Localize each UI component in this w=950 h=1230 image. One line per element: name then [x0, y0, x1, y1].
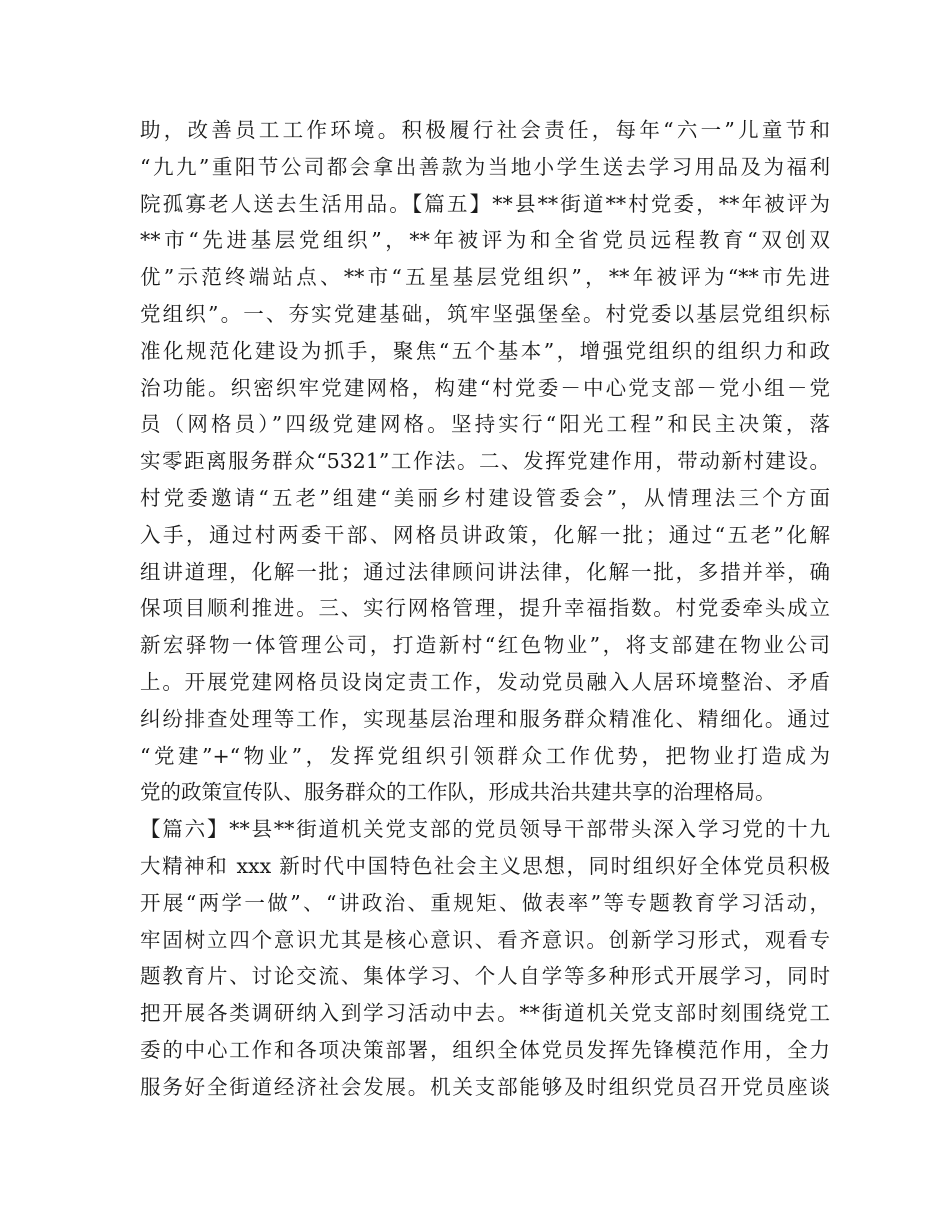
text-line: 委的中心工作和各项决策部署，组织全体党员发挥先锋模范作用，全力	[140, 1037, 830, 1062]
text-line: “九九”重阳节公司都会拿出善款为当地小学生送去学习用品及为福利	[140, 154, 830, 179]
text-line: 组讲道理，化解一批；通过法律顾问讲法律，化解一批，多措并举，确	[140, 559, 830, 584]
text-line: 优”示范终端站点、**市“五星基层党组织”，**年被评为“**市先进	[140, 265, 830, 290]
text-line: 上。开展党建网格员设岗定责工作，发动党员融入人居环境整治、矛盾	[140, 669, 830, 694]
text-line: 村党委邀请“五老”组建“美丽乡村建设管委会”，从情理法三个方面	[140, 485, 830, 510]
text-line: 【篇六】**县**街道机关党支部的党员领导干部带头深入学习党的十九	[140, 817, 830, 842]
text-line: 保项目顺利推进。三、实行网格管理，提升幸福指数。村党委牵头成立	[140, 596, 830, 621]
text-line: 把开展各类调研纳入到学习活动中去。**街道机关党支部时刻围绕党工	[140, 1001, 830, 1026]
text-line: 题教育片、讨论交流、集体学习、个人自学等多种形式开展学习，同时	[140, 964, 830, 989]
text-line: 员（网格员）”四级党建网格。坚持实行“阳光工程”和民主决策，落	[140, 412, 830, 437]
text-line: 治功能。织密织牢党建网格，构建“村党委－中心党支部－党小组－党	[140, 375, 830, 400]
text-line: 纠纷排查处理等工作，实现基层治理和服务群众精准化、精细化。通过	[140, 706, 830, 731]
text-line: 服务好全街道经济社会发展。机关支部能够及时组织党员召开党员座谈	[140, 1074, 830, 1099]
text-line: 实零距离服务群众“5321”工作法。二、发挥党建作用，带动新村建设。	[140, 449, 830, 474]
text-line: 大精神和 xxx 新时代中国特色社会主义思想，同时组织好全体党员积极	[140, 853, 830, 878]
text-line: **市“先进基层党组织”，**年被评为和全省党员远程教育“双创双	[140, 228, 830, 253]
text-line: 入手，通过村两委干部、网格员讲政策，化解一批；通过“五老”化解	[140, 522, 830, 547]
text-line: 牢固树立四个意识尤其是核心意识、看齐意识。创新学习形式，观看专	[140, 927, 830, 952]
text-line: “党建”+“物业”，发挥党组织引领群众工作优势，把物业打造成为	[140, 743, 830, 768]
text-line: 党组织”。一、夯实党建基础，筑牢坚强堡垒。村党委以基层党组织标	[140, 301, 830, 326]
text-line: 准化规范化建设为抓手，聚焦“五个基本”，增强党组织的组织力和政	[140, 338, 830, 363]
text-line: 新宏驿物一体管理公司，打造新村“红色物业”，将支部建在物业公司	[140, 633, 830, 658]
text-line: 院孤寡老人送去生活用品。【篇五】**县**街道**村党委，**年被评为	[140, 191, 830, 216]
text-line: 助，改善员工工作环境。积极履行社会责任，每年“六一”儿童节和	[140, 118, 830, 142]
text-line: 党的政策宣传队、服务群众的工作队，形成共治共建共享的治理格局。	[140, 780, 776, 805]
body-text	[140, 112, 830, 1106]
text-line: 开展“两学一做”、“讲政治、重规矩、做表率”等专题教育学习活动，	[140, 890, 830, 915]
